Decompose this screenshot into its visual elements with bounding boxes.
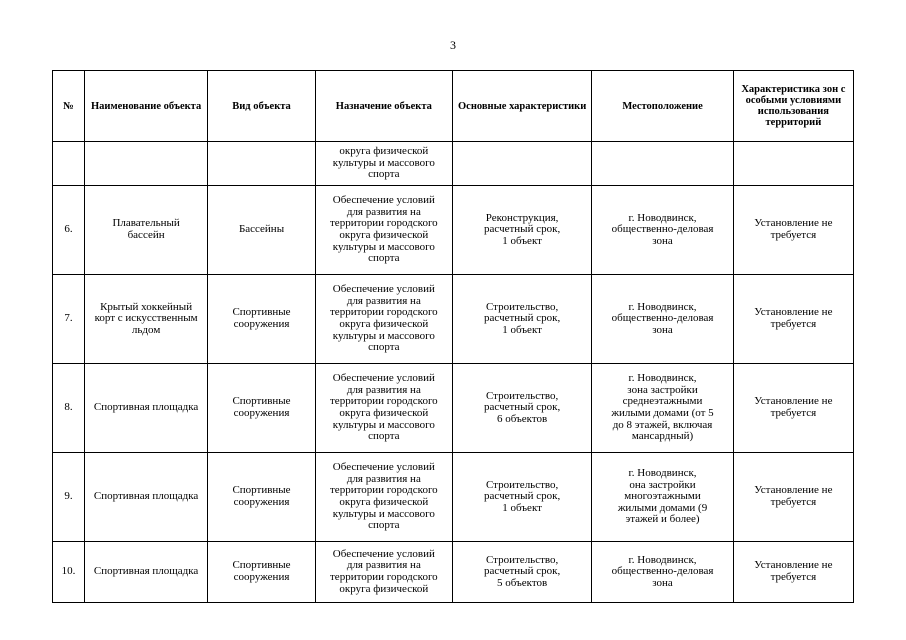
cell-characteristics: Строительство, расчетный срок, 6 объектов bbox=[452, 364, 591, 453]
cell-zones: Установление не требуется bbox=[733, 275, 853, 364]
cell-number: 10. bbox=[53, 542, 85, 603]
header-number: № bbox=[53, 71, 85, 142]
cell-purpose: Обеспечение условий для развития на территории городского округа физической культуры и массового спорта bbox=[315, 275, 452, 364]
cell-number: 6. bbox=[53, 186, 85, 275]
cell-kind: Спортивные сооружения bbox=[208, 542, 315, 603]
cell-location: г. Новодвинск, общественно-деловая зона bbox=[592, 275, 733, 364]
cell-location: г. Новодвинск, она застройки многоэтажными жилыми домами (9 этажей и более) bbox=[592, 453, 733, 542]
header-location: Местоположение bbox=[592, 71, 733, 142]
cell-characteristics: Реконструкция, расчетный срок, 1 объект bbox=[452, 186, 591, 275]
header-purpose: Назначение объекта bbox=[315, 71, 452, 142]
cell-name: Плавательный бассейн bbox=[84, 186, 207, 275]
cell-characteristics: Строительство, расчетный срок, 1 объект bbox=[452, 453, 591, 542]
cell-zones: Установление не требуется bbox=[733, 453, 853, 542]
table-row bbox=[53, 186, 854, 275]
cell-zones: Установление не требуется bbox=[733, 364, 853, 453]
cell-number: 9. bbox=[53, 453, 85, 542]
cell-location: г. Новодвинск, общественно-деловая зона bbox=[592, 542, 733, 603]
cell-name: Крытый хоккейный корт с искусственным льдом bbox=[84, 275, 207, 364]
cell-kind: Спортивные сооружения bbox=[208, 364, 315, 453]
table-row-continuation bbox=[53, 142, 854, 186]
table-row bbox=[53, 275, 854, 364]
cell-name: Спортивная площадка bbox=[84, 542, 207, 603]
cell-name: Спортивная площадка bbox=[84, 364, 207, 453]
table-row bbox=[53, 364, 854, 453]
cell-purpose: Обеспечение условий для развития на территории городского округа физической культуры и массового спорта bbox=[315, 364, 452, 453]
cell-location: г. Новодвинск, зона застройки среднеэтажными жилыми домами (от 5 до 8 этажей, включая мансардный) bbox=[592, 364, 733, 453]
cell-location: г. Новодвинск, общественно-деловая зона bbox=[592, 186, 733, 275]
cell-kind: Бассейны bbox=[208, 186, 315, 275]
cell-number: 8. bbox=[53, 364, 85, 453]
cell-purpose: Обеспечение условий для развития на территории городского округа физической культуры и массового спорта bbox=[315, 453, 452, 542]
cell-zones: Установление не требуется bbox=[733, 542, 853, 603]
table-row bbox=[53, 542, 854, 603]
table-header-row bbox=[53, 71, 854, 142]
cell-name: Спортивная площадка bbox=[84, 453, 207, 542]
cell-kind: Спортивные сооружения bbox=[208, 275, 315, 364]
cell-characteristics: Строительство, расчетный срок, 1 объект bbox=[452, 275, 591, 364]
cell-purpose: Обеспечение условий для развития на территории городского округа физической культуры и массового спорта bbox=[315, 186, 452, 275]
header-zones: Характеристика зон с особыми условиями использования территорий bbox=[733, 71, 853, 142]
header-name: Наименование объекта bbox=[84, 71, 207, 142]
page-number: 3 bbox=[450, 38, 456, 52]
table-row bbox=[53, 453, 854, 542]
cell-zones: Установление не требуется bbox=[733, 186, 853, 275]
cell-purpose: Обеспечение условий для развития на территории городского округа физической bbox=[315, 542, 452, 603]
cell-zones bbox=[733, 142, 853, 186]
cell-name bbox=[84, 142, 207, 186]
cell-kind bbox=[208, 142, 315, 186]
cell-kind: Спортивные сооружения bbox=[208, 453, 315, 542]
cell-purpose: округа физической культуры и массового спорта bbox=[315, 142, 452, 186]
cell-number: 7. bbox=[53, 275, 85, 364]
cell-characteristics: Строительство, расчетный срок, 5 объектов bbox=[452, 542, 591, 603]
objects-table bbox=[52, 70, 854, 603]
cell-number bbox=[53, 142, 85, 186]
cell-location bbox=[592, 142, 733, 186]
cell-characteristics bbox=[452, 142, 591, 186]
header-kind: Вид объекта bbox=[208, 71, 315, 142]
header-characteristics: Основные характеристики bbox=[452, 71, 591, 142]
